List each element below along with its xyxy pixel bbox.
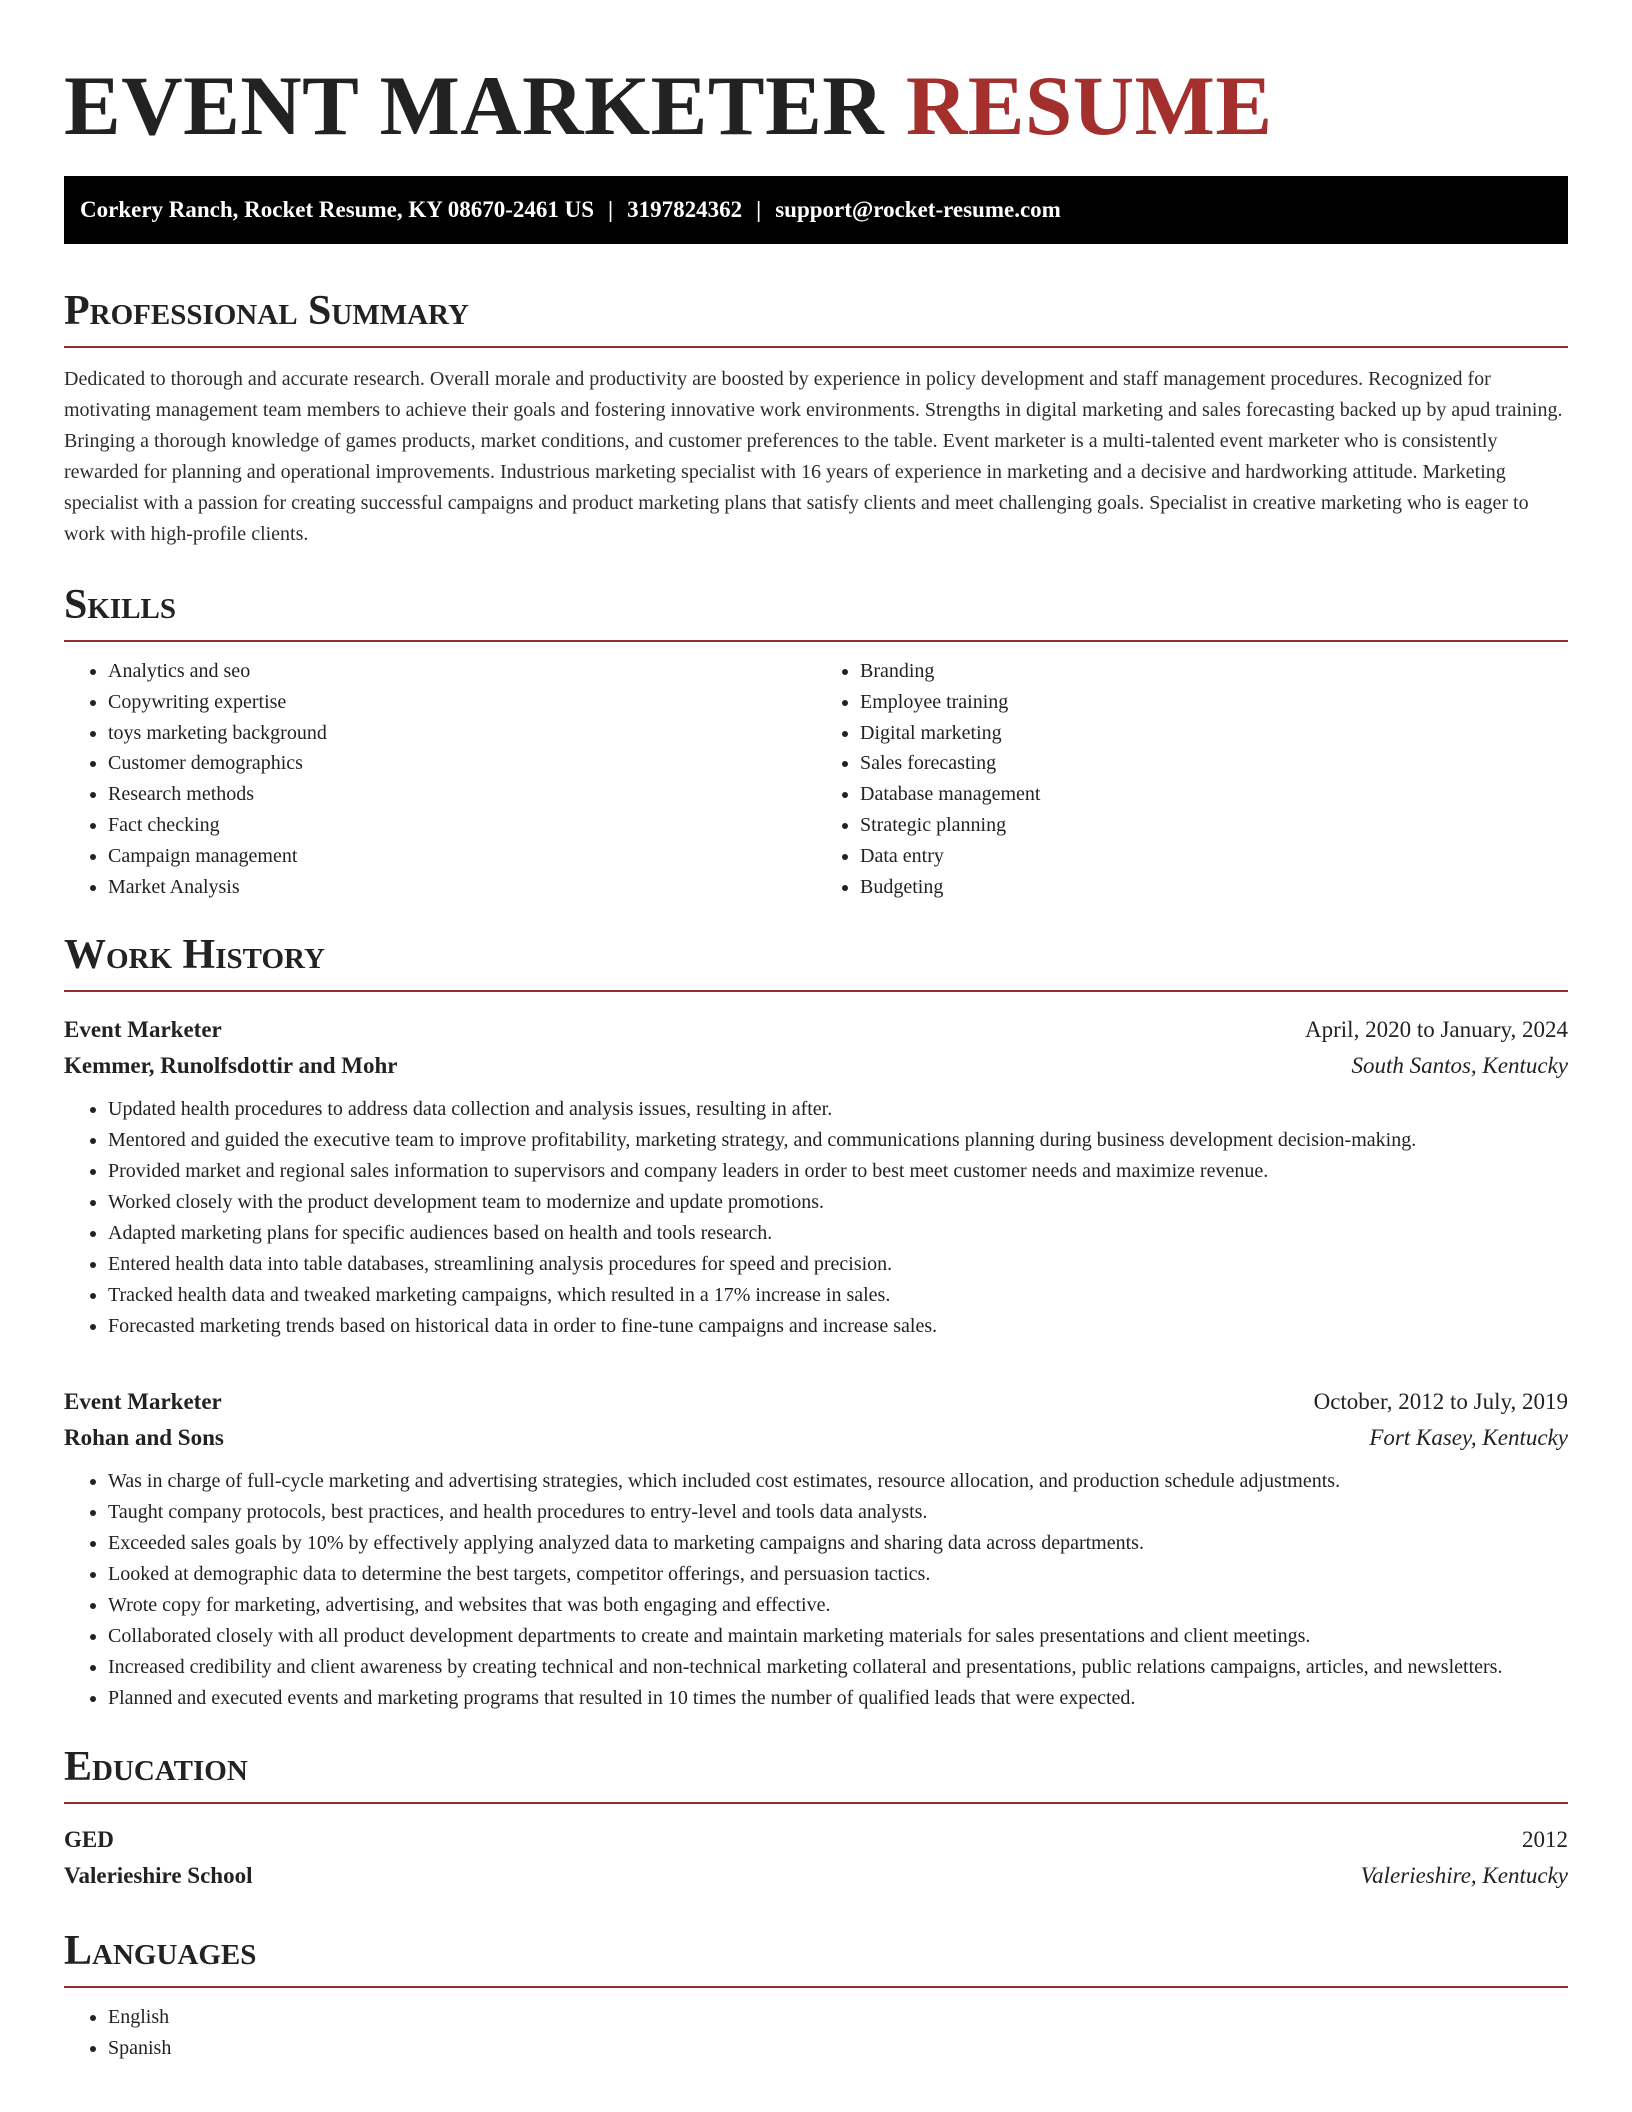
education-degree-row xyxy=(64,1822,1568,1858)
job-header-row xyxy=(64,1012,1568,1048)
title-accent: RESUME xyxy=(905,59,1273,153)
skill-item: • Copywriting expertise xyxy=(108,687,816,718)
title-main: EVENT MARKETER xyxy=(64,59,885,153)
job-title: Event Marketer xyxy=(64,1017,222,1043)
skill-item: • Campaign management xyxy=(108,841,816,872)
job-entry xyxy=(64,1384,1568,1714)
job-company: Kemmer, Runolfsdottir and Mohr xyxy=(64,1053,398,1079)
contact-address: Corkery Ranch, Rocket Resume, KY 08670-2461 US xyxy=(80,197,595,222)
education-location: Valerieshire, Kentucky xyxy=(1360,1863,1568,1889)
summary-text: Dedicated to thorough and accurate research. Overall morale and productivity are boosted by experience in policy development and staff management procedures. Recognized for motivating management team members to achieve their goals and fostering innovative work environments. Strengths in digital marketing and sales forecasting backed up by apud training. Bringing a thorough knowledge of games products, market conditions, and customer preferences to the table. Event marketer is a multi-talented event marketer who is consistently rewarded for planning and operational improvements. Industrious marketing specialist with 16 years of experience in marketing and a decisive and hardworking attitude. Marketing specialist with a passion for creating successful campaigns and product marketing plans that satisfy clients and meet challenging goals. Specialist in creative marketing who is eager to work with high-profile clients. xyxy=(64,368,1563,545)
language-item: • English xyxy=(108,2002,1568,2033)
job-company-row xyxy=(64,1420,1568,1456)
education-entry xyxy=(64,1822,1568,1894)
job-dates: October, 2012 to July, 2019 xyxy=(1313,1389,1568,1415)
education-school: Valerieshire School xyxy=(64,1863,253,1889)
job-bullets xyxy=(64,1094,1568,1342)
skill-item: • Customer demographics xyxy=(108,748,816,779)
job-company-row xyxy=(64,1048,1568,1084)
skills-heading: Skills xyxy=(64,580,1568,642)
skill-item: • Market Analysis xyxy=(108,872,816,903)
summary-heading: Professional Summary xyxy=(64,286,1568,348)
job-bullet: • Planned and executed events and marketing programs that resulted in 10 times the number of qualified leads that were expected. xyxy=(108,1683,1568,1714)
job-bullet: • Entered health data into table databases, streamlining analysis procedures for speed and precision. xyxy=(108,1249,1568,1280)
skill-item: • Employee training xyxy=(860,687,1568,718)
job-location: South Santos, Kentucky xyxy=(1351,1053,1568,1079)
languages-heading: Languages xyxy=(64,1926,1568,1988)
job-bullet: • Adapted marketing plans for specific audiences based on health and tools research. xyxy=(108,1218,1568,1249)
skill-item: • Branding xyxy=(860,656,1568,687)
job-bullet: • Increased credibility and client awareness by creating technical and non-technical marketing collateral and presentations, public relations campaigns, articles, and newsletters. xyxy=(108,1652,1568,1683)
contact-email: support@rocket-resume.com xyxy=(775,197,1061,222)
skills-column-right xyxy=(816,656,1568,902)
job-bullet: • Provided market and regional sales information to supervisors and company leaders in order to best meet customer needs and maximize revenue. xyxy=(108,1156,1568,1187)
skill-item: • Database management xyxy=(860,779,1568,810)
job-bullet: • Taught company protocols, best practices, and health procedures to entry-level and tools data analysts. xyxy=(108,1497,1568,1528)
education-year: 2012 xyxy=(1522,1827,1568,1853)
job-bullet: • Mentored and guided the executive team to improve profitability, marketing strategy, and communications planning during business development decision-making. xyxy=(108,1125,1568,1156)
skill-item: • Digital marketing xyxy=(860,718,1568,749)
job-bullet: • Exceeded sales goals by 10% by effectively applying analyzed data to marketing campaigns and sharing data across departments. xyxy=(108,1528,1568,1559)
work-history-heading: Work History xyxy=(64,930,1568,992)
contact-phone: 3197824362 xyxy=(627,197,743,222)
skill-item: • Strategic planning xyxy=(860,810,1568,841)
job-bullets xyxy=(64,1466,1568,1714)
job-bullet: • Tracked health data and tweaked marketing campaigns, which resulted in a 17% increase in sales. xyxy=(108,1280,1568,1311)
language-item: • Spanish xyxy=(108,2033,1568,2064)
resume-title xyxy=(64,0,1568,156)
job-dates: April, 2020 to January, 2024 xyxy=(1305,1017,1568,1043)
languages-list xyxy=(64,2002,1568,2064)
job-title: Event Marketer xyxy=(64,1389,222,1415)
job-bullet: • Forecasted marketing trends based on historical data in order to fine-tune campaigns and increase sales. xyxy=(108,1311,1568,1342)
contact-separator: | xyxy=(608,197,614,222)
skills-list xyxy=(64,656,1568,902)
skill-item: • Fact checking xyxy=(108,810,816,841)
job-entry xyxy=(64,1012,1568,1342)
job-company: Rohan and Sons xyxy=(64,1425,224,1451)
skill-item: • Sales forecasting xyxy=(860,748,1568,779)
education-heading: Education xyxy=(64,1742,1568,1804)
job-bullet: • Updated health procedures to address data collection and analysis issues, resulting in after. xyxy=(108,1094,1568,1125)
job-bullet: • Collaborated closely with all product development departments to create and maintain marketing materials for sales presentations and client meetings. xyxy=(108,1621,1568,1652)
job-bullet: • Was in charge of full-cycle marketing and advertising strategies, which included cost estimates, resource allocation, and production schedule adjustments. xyxy=(108,1466,1568,1497)
job-bullet: • Wrote copy for marketing, advertising, and websites that was both engaging and effective. xyxy=(108,1590,1568,1621)
education-degree: GED xyxy=(64,1827,114,1853)
skill-item: • Analytics and seo xyxy=(108,656,816,687)
contact-separator: | xyxy=(756,197,762,222)
job-bullet: • Looked at demographic data to determine the best targets, competitor offerings, and persuasion tactics. xyxy=(108,1559,1568,1590)
skill-item: • toys marketing background xyxy=(108,718,816,749)
education-school-row xyxy=(64,1858,1568,1894)
job-location: Fort Kasey, Kentucky xyxy=(1369,1425,1568,1451)
skills-column-left xyxy=(64,656,816,902)
skill-item: • Data entry xyxy=(860,841,1568,872)
job-bullet: • Worked closely with the product development team to modernize and update promotions. xyxy=(108,1187,1568,1218)
contact-bar xyxy=(64,176,1568,244)
skill-item: • Budgeting xyxy=(860,872,1568,903)
job-header-row xyxy=(64,1384,1568,1420)
skill-item: • Research methods xyxy=(108,779,816,810)
